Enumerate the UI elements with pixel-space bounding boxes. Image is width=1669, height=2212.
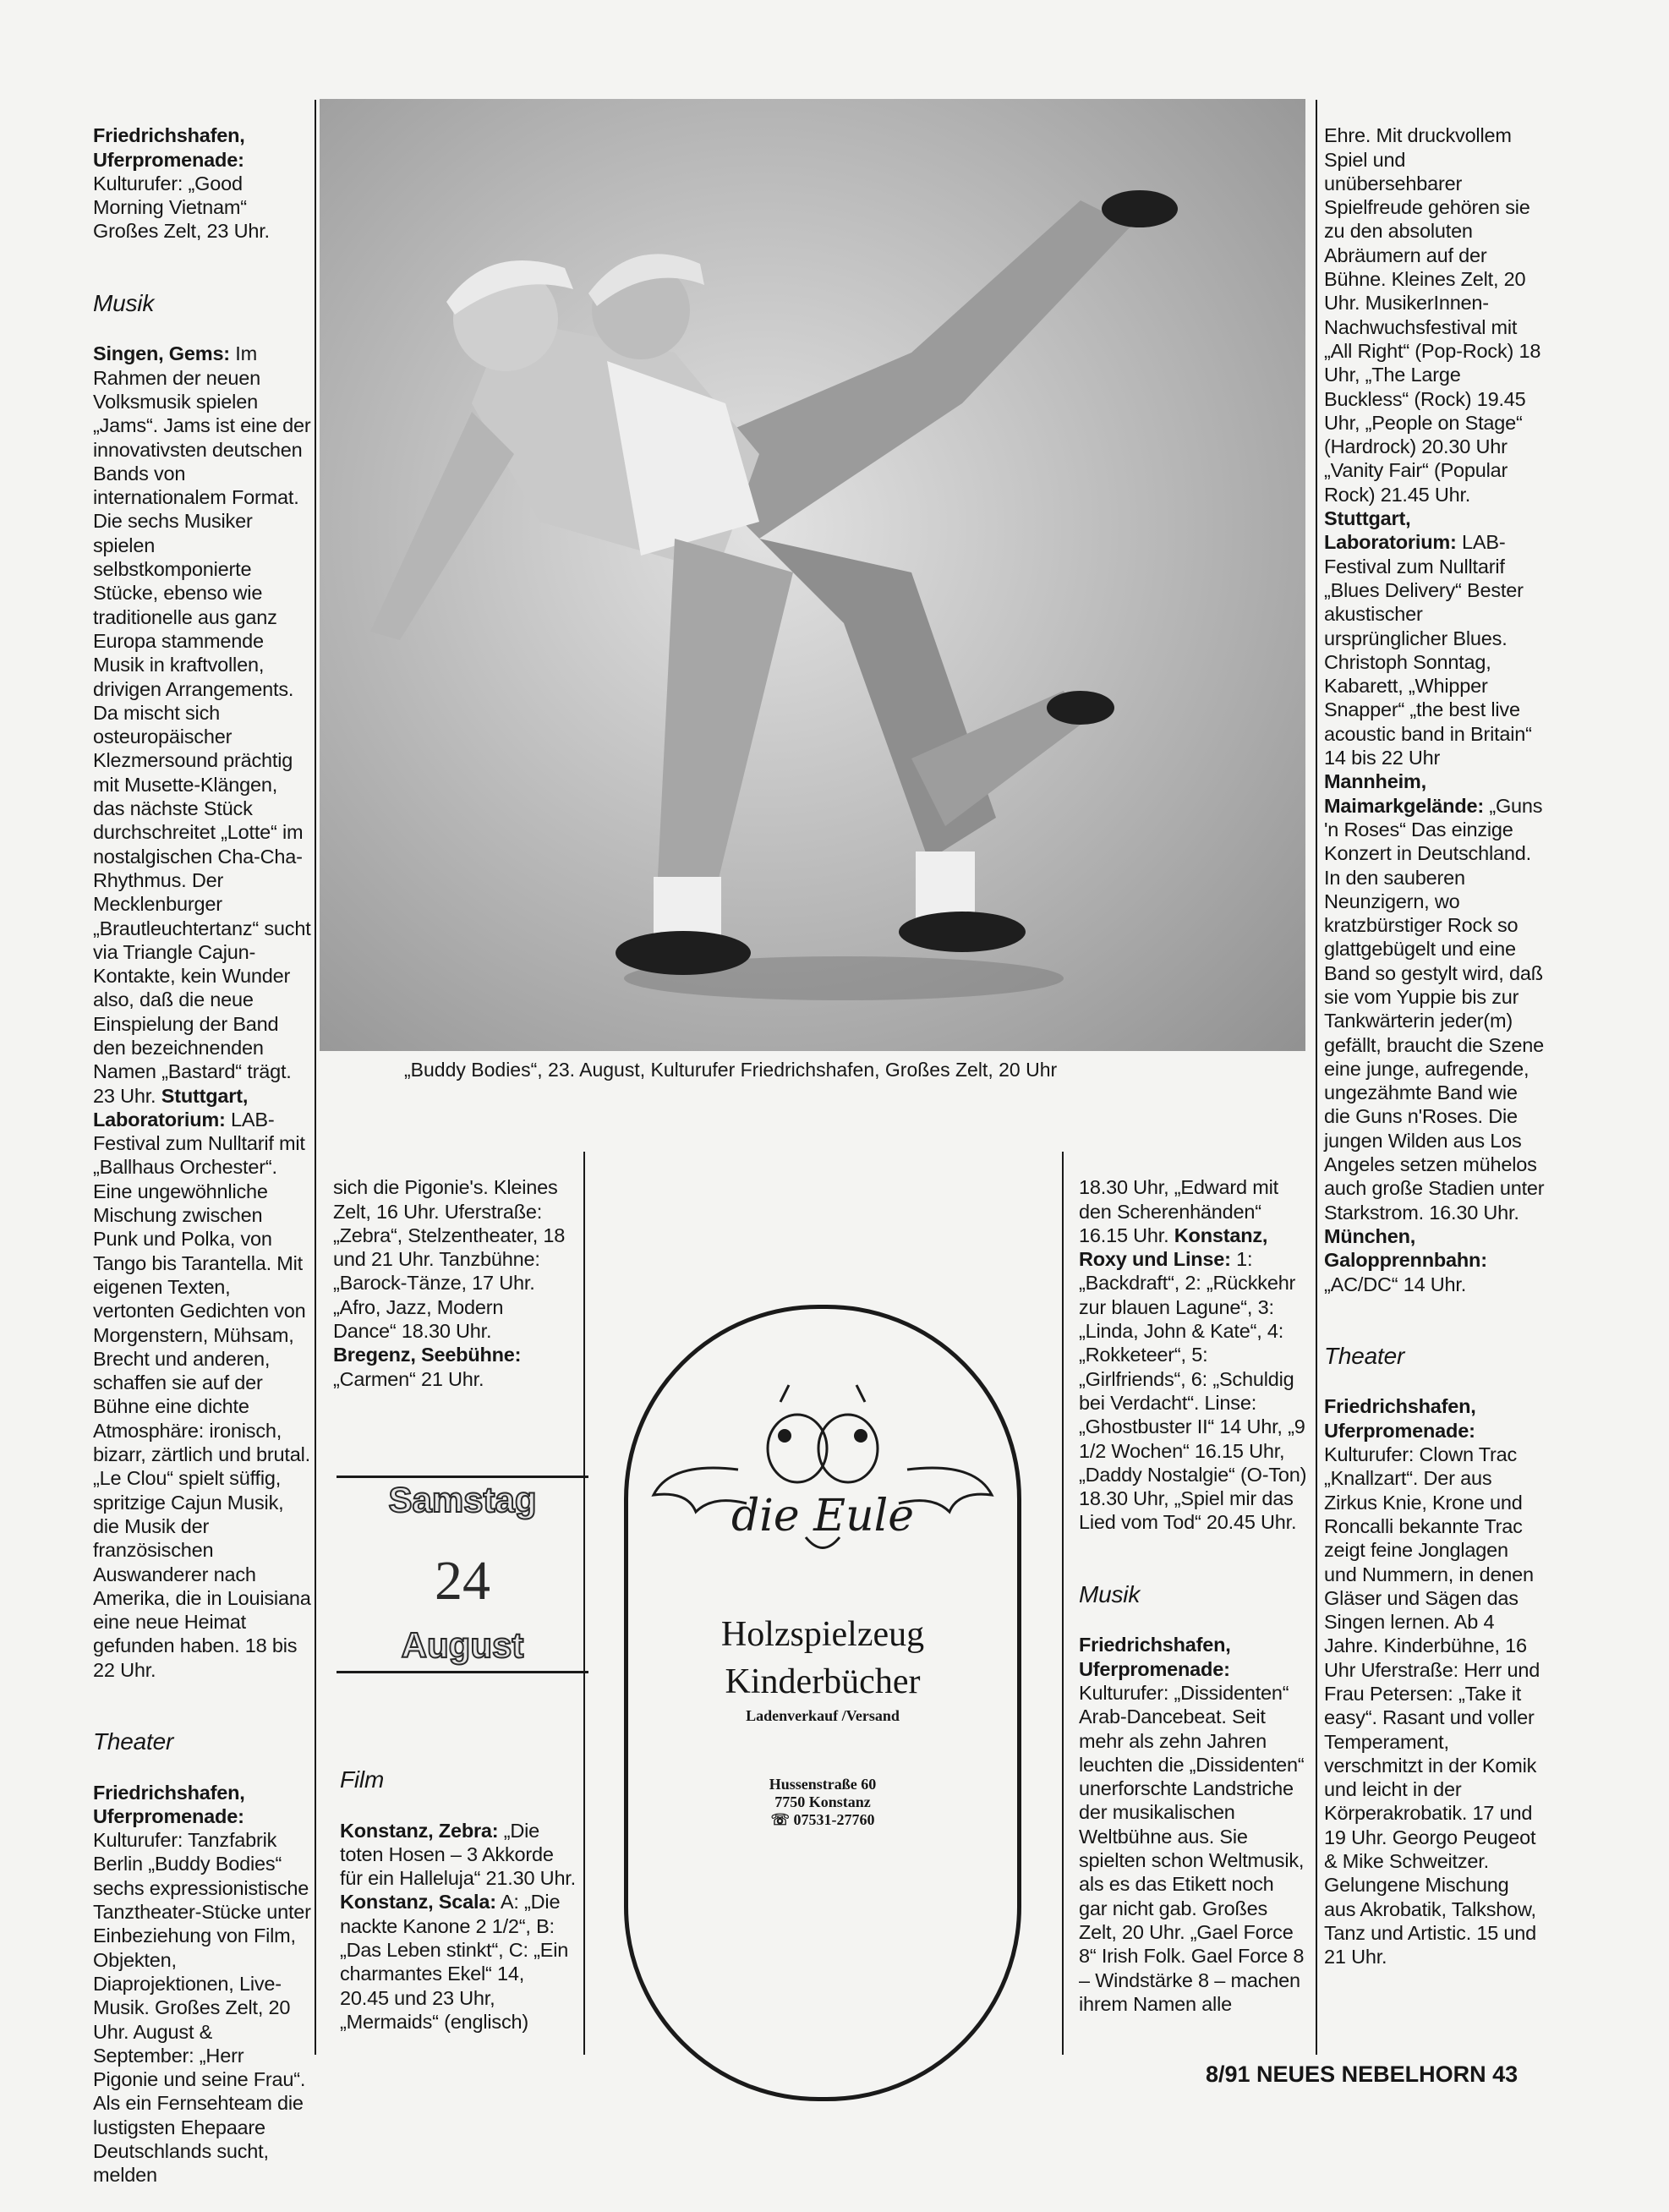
date-weekday: Samstag [388, 1480, 537, 1519]
date-box [337, 1476, 588, 1673]
listing: 18.30 Uhr, „Edward mit den Scherenhänden“ 16.15 Uhr. Konstanz, Roxy und Linse: 1: „Backdraft“, 2: „Rückkehr zur blauen Lagune“, 3: „Linda, John & Kate“, 4: „Rokketeer“, 5: „Girlfriends“, 6: „Schuldig bei Verdacht“. Linse: „Ghostbuster II“ 14 Uhr, „9 1/2 Wochen“ 16.15 Uhr, „Daddy Nostalgie“ (O-Ton) 18.30 Uhr, „Spiel mir das Lied vom Tod“ 20.45 Uhr. [1079, 1176, 1307, 1534]
date-month: August [401, 1625, 524, 1665]
dancers-image [320, 99, 1305, 1051]
ad-address-street: Hussenstraße 60 [769, 1776, 877, 1793]
section-heading-theater: Theater [93, 1728, 174, 1755]
listing: Friedrichshafen, Uferpromenade: Kulturufer: Tanzfabrik Berlin „Buddy Bodies“ sechs expressionistische Tanztheater-Stücke unter Einbeziehung von Film, Objekten, Diaprojektionen, Live-Musik. Großes Zelt, 20 Uhr. August & September: „Herr Pigonie und seine Frau“. Als ein Fernsehteam die lustigsten Ehepaare Deutschlands sucht, melden [93, 1781, 311, 2187]
advertisement [624, 1305, 1021, 2101]
column-2 [333, 1152, 570, 1415]
date-day: 24 [435, 1550, 490, 1612]
listing: Ehre. Mit druckvollem Spiel und unübersehbarer Spielfreude gehören sie zu den absoluten Abräumern auf der Bühne. Kleines Zelt, 20 Uhr. MusikerInnen-Nachwuchsfestival mit „All Right“ (Pop-Rock) 18 Uhr, „The Large Buckless“ (Rock) 19.45 Uhr, „People on Stage“ (Hardrock) 20.30 Uhr „Vanity Fair“ (Popular Rock) 21.45 Uhr. Stuttgart, Laboratorium: LAB-Festival zum Nulltarif „Blues Delivery“ Bester akustischer ursprünglicher Blues. Christoph Sonntag, Kabarett, „Whipper Snapper“ „the best live acoustic band in Britain“ 14 bis 22 Uhr Mannheim, Maimarkgelände: „Guns 'n Roses“ Das einzige Konzert in Deutschland. In den sauberen Neunzigern, wo kratzbürstiger Rock so glattgebügelt und eine Band so gestylt wird, daß sie vom Yuppie bis zur Tankwärterin jeder(m) gefällt, braucht die Szene eine junge, aufregende, ungezähmte Band wie die Guns n'Roses. Die jungen Wilden aus Los Angeles setzen mühelos auch große Stadien unter Starkstrom. 16.30 Uhr. München, Galopprennbahn: „AC/DC“ 14 Uhr. [1324, 124, 1545, 1295]
ad-phone: ☏ 07531-27760 [770, 1811, 875, 1828]
ad-address-city: 7750 Konstanz [774, 1793, 871, 1810]
logo-text: die Eule [731, 1491, 915, 1541]
page-footer: 8/91 NEUES NEBELHORN 43 [1206, 2061, 1519, 2087]
section-heading-theater: Theater [1324, 1343, 1405, 1370]
column-rule [583, 1152, 585, 2055]
column-rule [1062, 1152, 1064, 2055]
listing: Singen, Gems: Im Rahmen der neuen Volksmusik spielen „Jams“. Jams ist eine der innovativsten deutschen Bands von internationalem Format. Die sechs Musiker spielen selbstkomponierte Stücke, ebenso wie traditionelle aus ganz Europa stammende Musik in kraftvollen, drivigen Arrangements. Da mischt sich osteuropäischer Klezmersound prächtig mit Musette-Klängen, das nächste Stück durchschreitet „Lotte“ im nostalgischen Cha-Cha-Rhythmus. Der Mecklenburger „Brautleuchtertanz“ sucht via Triangle Cajun-Kontakte, kein Wunder also, daß die neue Einspielung der Band den bezeichnenden Namen „Bastard“ trägt. 23 Uhr. Stuttgart, Laboratorium: LAB-Festival zum Nulltarif mit „Ballhaus Orchester“. Eine ungewöhnliche Mischung zwischen Punk und Polka, von Tango bis Tarantella. Mit eigenen Texten, vertonten Gedichten von Morgenstern, Mühsam, Brecht und anderen, schaffen sie auf der Bühne eine dichte Atmosphäre: ironisch, bizarr, zärtlich und brutal. „Le Clou“ spielt süffig, spritzige Cajun Musik, die Musik der französischen Auswanderer nach Amerika, die in Louisiana eine neue Heimat gefunden haben. 18 bis 22 Uhr. [93, 342, 311, 1681]
listing: Friedrichshafen, Uferpromenade: Kulturufer: „Dissidenten“ Arab-Dancebeat. Seit mehr als zehn Jahren leuchten die „Dissidenten“ unerforschte Landstriche der musikalischen Weltbühne aus. Sie spielten schon Weltmusik, als es das Etikett noch gar nicht gab. Großes Zelt, 20 Uhr. „Gael Force 8“ Irish Folk. Gael Force 8 – Windstärke 8 – machen ihrem Namen alle [1079, 1634, 1305, 2015]
column-4 [1324, 100, 1546, 1993]
column-2-film [340, 1742, 577, 2058]
listing: sich die Pigonie's. Kleines Zelt, 16 Uhr. Uferstraße: „Zebra“, Stelzentheater, 18 und 21 Uhr. Tanzbühne: „Barock-Tänze, 17 Uhr. „Afro, Jazz, Modern Dance“ 18.30 Uhr. Bregenz, Seebühne: „Carmen“ 21 Uhr. [333, 1176, 566, 1390]
listing: Friedrichshafen, Uferpromenade: Kulturufer: „Good Morning Vietnam“ Großes Zelt, 23 Uhr. [93, 124, 270, 243]
column-3 [1079, 1152, 1307, 2040]
ad-subline: Ladenverkauf /Versand [746, 1707, 900, 1724]
section-heading-musik: Musik [93, 290, 155, 317]
ad-line-holzspielzeug: Holzspielzeug [720, 1615, 925, 1654]
dance-photo [320, 99, 1305, 1051]
section-heading-musik: Musik [1079, 1581, 1141, 1608]
column-1 [93, 100, 311, 2211]
listing: Konstanz, Zebra: „Die toten Hosen – 3 Akkorde für ein Halleluja“ 21.30 Uhr. Konstanz, Scala: A: „Die nackte Kanone 2 1/2“, B: „Das Leben stinkt“, C: „Ein charmantes Ekel“ 14, 20.45 und 23 Uhr, „Mermaids“ (englisch) [340, 1819, 576, 2033]
column-rule [315, 100, 316, 2055]
listing: Friedrichshafen, Uferpromenade: Kulturufer: Clown Trac „Knallzart“. Der aus Zirkus Knie, Krone und Roncalli bekannte Trac zeigt feine Jonglagen und Nummern, in denen Gläser und Sägen das Singen lernen. Ab 4 Jahre. Kinderbühne, 16 Uhr Uferstraße: Herr und Frau Petersen: „Take it easy“. Rasant und voller Temperament, verschmitzt in der Komik und leicht in der Körperakrobatik. 17 und 19 Uhr. Georgo Peugeot & Mike Schweitzer. Gelungene Mischung aus Akrobatik, Talkshow, Tanz und Artistic. 15 und 21 Uhr. [1324, 1395, 1540, 1968]
photo-caption: „Buddy Bodies“, 23. August, Kulturufer Friedrichshafen, Großes Zelt, 20 Uhr [404, 1059, 1058, 1081]
section-heading-film: Film [340, 1766, 385, 1793]
ad-line-kinderbuecher: Kinderbücher [725, 1662, 921, 1701]
column-rule [1316, 100, 1317, 2055]
date-rule [337, 1671, 588, 1673]
